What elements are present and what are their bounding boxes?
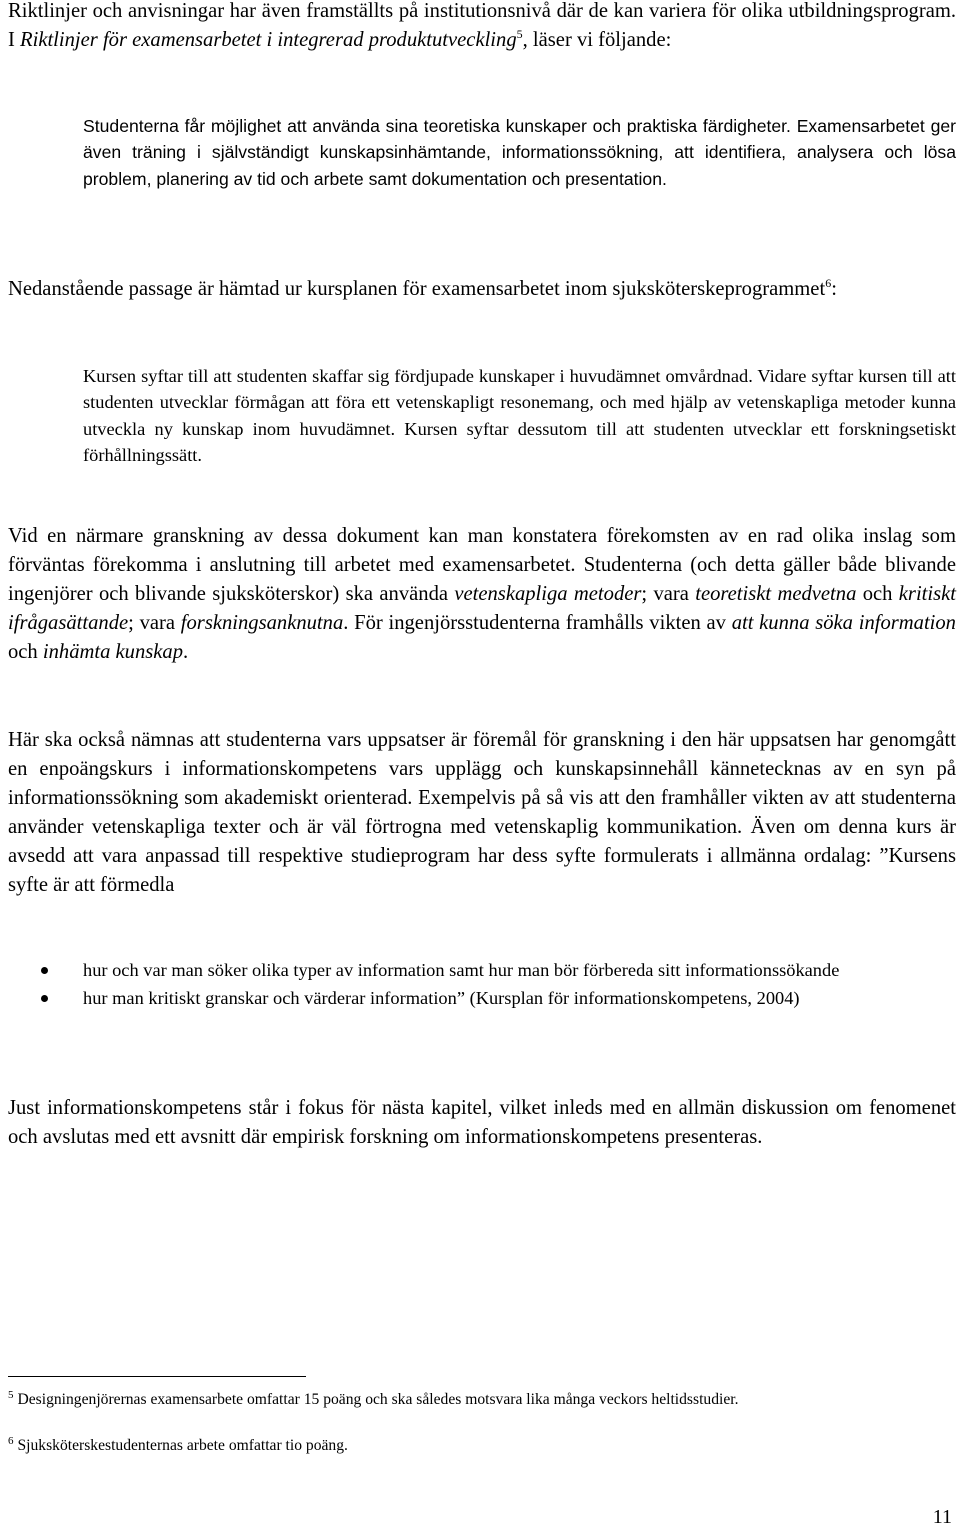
footnote-number: 6 (8, 1434, 14, 1447)
footnote-ref-6: 6 (825, 276, 832, 291)
footnote-ref-5: 5 (516, 27, 523, 42)
bullet-icon (41, 995, 48, 1002)
block-quote-nursing: Kursen syftar till att studenten skaffar sig fördjupade kunskaper i huvudämnet omvårdnad. Vidare syftar kursen till att studenten utvecklar förmågan att föra ett vetenskapligt resonemang, och med hjälp av vetenskapliga metoder kunna utveckla ny kunskap inom huvudämnet. Kursen syftar dessutom till att studenten utvecklar ett forskningsetiskt förhållningssätt. (83, 366, 956, 465)
bullet-list (8, 957, 956, 1013)
footnote-6: $^6$ Sjuksköterskestudenternas arbete omfattar tio poäng. (8, 1434, 348, 1454)
page-number: 11 (932, 1506, 952, 1528)
footnote-divider (8, 1376, 306, 1377)
list-item: hur man kritiskt granskar och värderar information” (Kursplan för informationskompetens, 2004) (8, 985, 956, 1012)
paragraph-guidelines: Riktlinjer och anvisningar har även framställts på institutionsnivå där de kan variera för olika utbildningsprogram. I Riktlinjer för examensarbetet i integrerad produktutveckling$^5$, läser vi följande: (8, 0, 956, 51)
footnote-5: $^5$ Designingenjörernas examensarbete omfattar 15 poäng och ska således motsvara lika många veckors heltidsstudier. (8, 1388, 739, 1408)
paragraph-information-course: Här ska också nämnas att studenterna vars uppsatser är föremål för granskning i den här uppsatsen har genomgått en enpoängskurs i informationskompetens vars upplägg och kunskapsinnehåll kännetecknas av en syn på informationssökning som akademiskt orienterad. Exempelvis på så vis att den framhåller vikten av att studenterna använder vetenskapliga texter och är väl förtrogna med vetenskaplig kommunikation. Även om denna kurs är avsedd att vara anpassad till respektive studieprogram har dess syfte formulerats i allmänna ordalag: ”Kursens syfte är att förmedla (8, 729, 956, 896)
list-item: hur och var man söker olika typer av information samt hur man bör förbereda sitt informationssökande (8, 957, 956, 984)
block-quote-engineering: Studenterna får möjlighet att använda sina teoretiska kunskaper och praktiska färdigheter. Examensarbetet ger även träning i självständigt kunskapsinhämtande, informationssökning, att identifiera, analysera och lösa problem, planering av tid och arbete samt dokumentation och presentation. (83, 116, 956, 189)
paragraph-nursing-intro: Nedanstående passage är hämtad ur kursplanen för examensarbetet inom sjuksköterskeprogrammet$^6$: (8, 276, 837, 300)
paragraph-document-review: Vid en närmare granskning av dessa dokument kan man konstatera förekomsten av en rad olika inslag som förväntas förekomma i anslutning till arbetet med examensarbetet. Studenterna (och detta gäller både blivande ingenjörer och blivande sjuksköterskor) ska använda vetenskapliga metoder; vara teoretiskt medvetna och kritiskt ifrågasättande; vara forskningsanknutna. För ingenjörsstudenterna framhålls vikten av att kunna söka information och inhämta kunskap. (8, 525, 956, 663)
bullet-icon (41, 967, 48, 974)
footnote-number: 5 (8, 1388, 14, 1401)
paragraph-next-chapter: Just informationskompetens står i fokus för nästa kapitel, vilket inleds med en allmän diskussion om fenomenet och avslutas med ett avsnitt där empirisk forskning om informationskompetens presenteras. (8, 1097, 956, 1148)
